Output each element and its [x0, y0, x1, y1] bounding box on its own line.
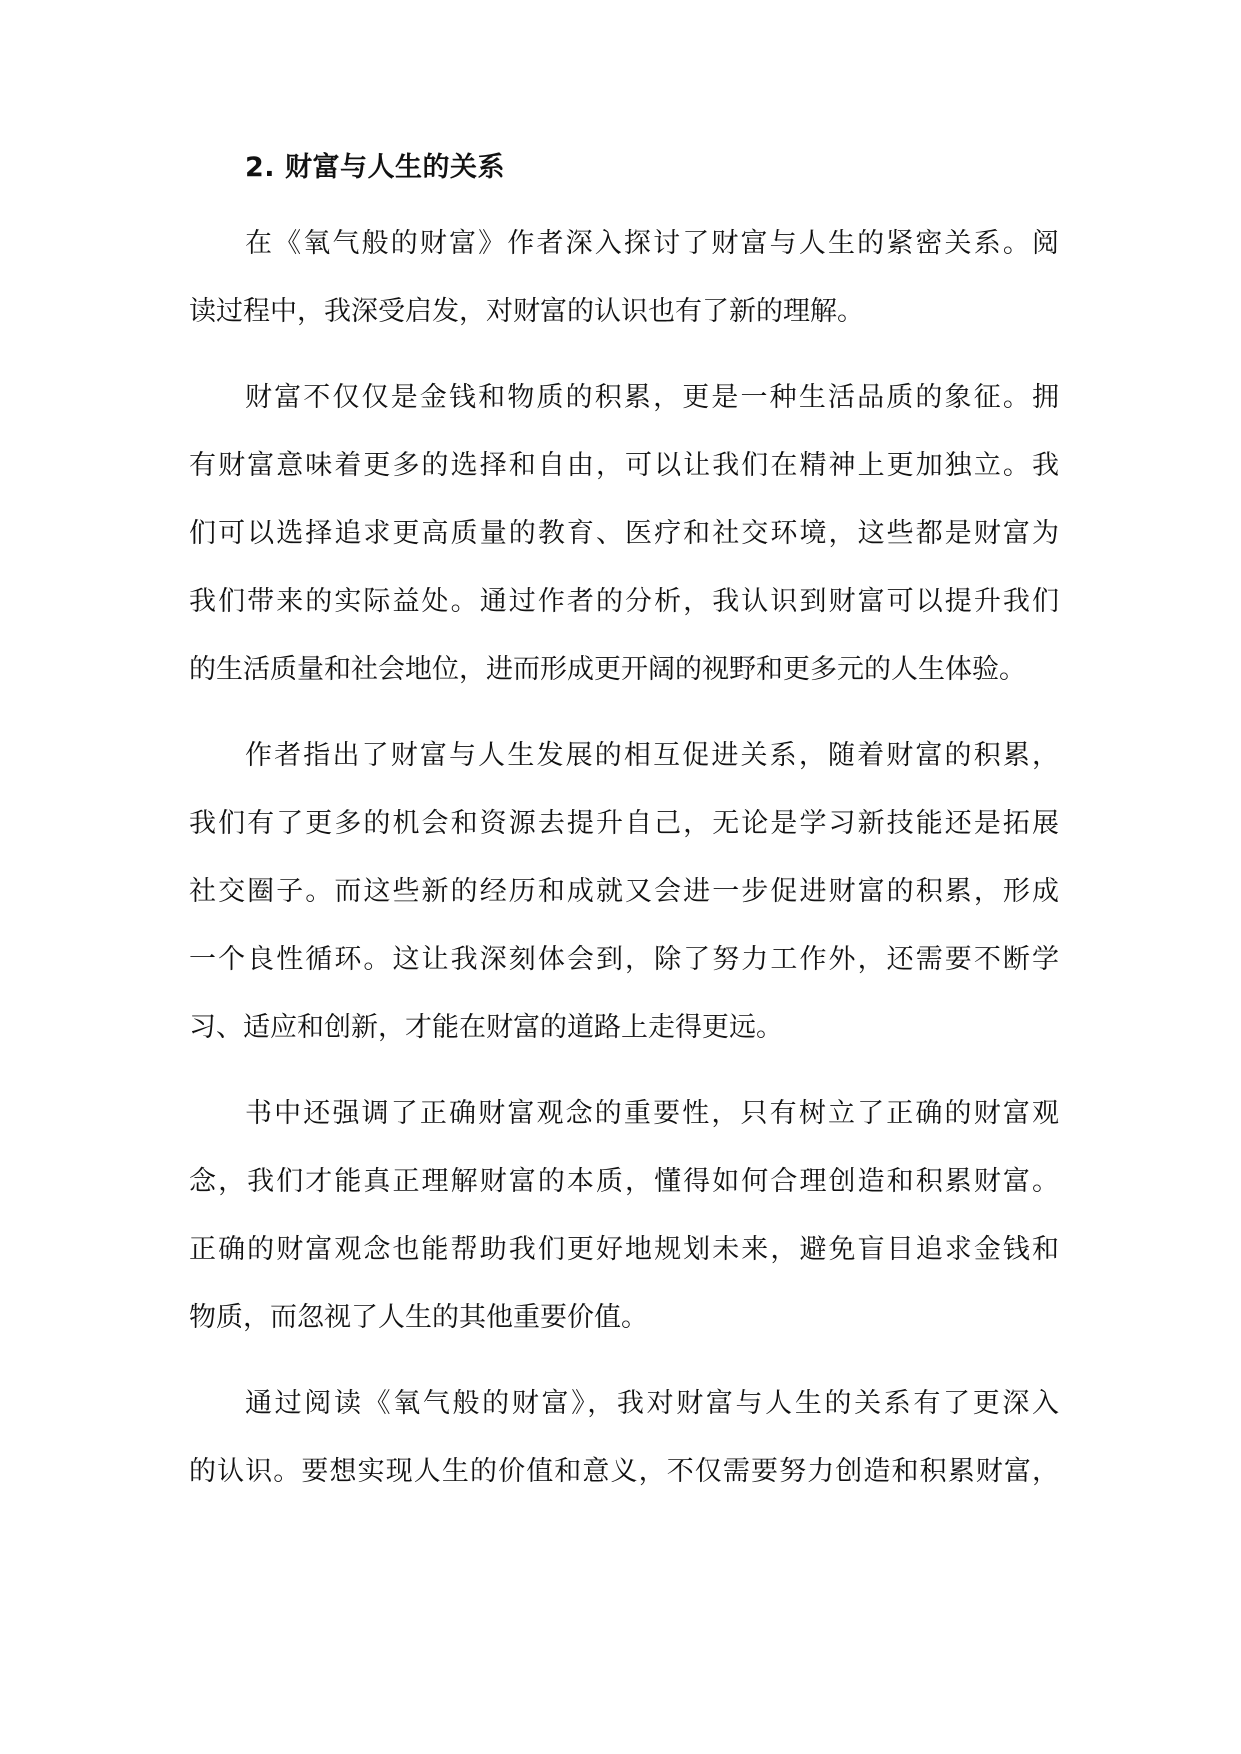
text-line: 在《氧气般的财富》作者深入探讨了财富与人生的紧密关系。阅 — [245, 228, 1059, 259]
text-line: 通过阅读《氧气般的财富》，我对财富与人生的关系有了更深入 — [245, 1388, 1059, 1419]
text-line: 们可以选择追求更高质量的教育、医疗和社交环境，这些都是财富为 — [189, 518, 1059, 549]
text-line: 作者指出了财富与人生发展的相互促进关系，随着财富的积累， — [245, 740, 1059, 771]
text-line: 一个良性循环。这让我深刻体会到，除了努力工作外，还需要不断学 — [189, 944, 1059, 975]
text-line: 我们带来的实际益处。通过作者的分析，我认识到财富可以提升我们 — [189, 586, 1059, 617]
text-line: 有财富意味着更多的选择和自由，可以让我们在精神上更加独立。我 — [189, 450, 1059, 481]
text-line: 念，我们才能真正理解财富的本质，懂得如何合理创造和积累财富。 — [189, 1166, 1059, 1197]
text-line: 读过程中，我深受启发，对财富的认识也有了新的理解。 — [189, 296, 864, 327]
section-heading: 2. 财富与人生的关系 — [245, 152, 505, 183]
text-line: 社交圈子。而这些新的经历和成就又会进一步促进财富的积累，形成 — [189, 876, 1059, 907]
text-line: 财富不仅仅是金钱和物质的积累，更是一种生活品质的象征。拥 — [245, 382, 1059, 413]
text-line: 物质，而忽视了人生的其他重要价值。 — [189, 1302, 648, 1333]
text-line: 书中还强调了正确财富观念的重要性，只有树立了正确的财富观 — [245, 1098, 1059, 1129]
text-line: 习、适应和创新，才能在财富的道路上走得更远。 — [189, 1012, 783, 1043]
text-line: 正确的财富观念也能帮助我们更好地规划未来，避免盲目追求金钱和 — [189, 1234, 1059, 1265]
text-line: 的认识。要想实现人生的价值和意义，不仅需要努力创造和积累财富， — [189, 1456, 1059, 1487]
text-line: 我们有了更多的机会和资源去提升自己，无论是学习新技能还是拓展 — [189, 808, 1059, 839]
text-line: 的生活质量和社会地位，进而形成更开阔的视野和更多元的人生体验。 — [189, 654, 1026, 685]
